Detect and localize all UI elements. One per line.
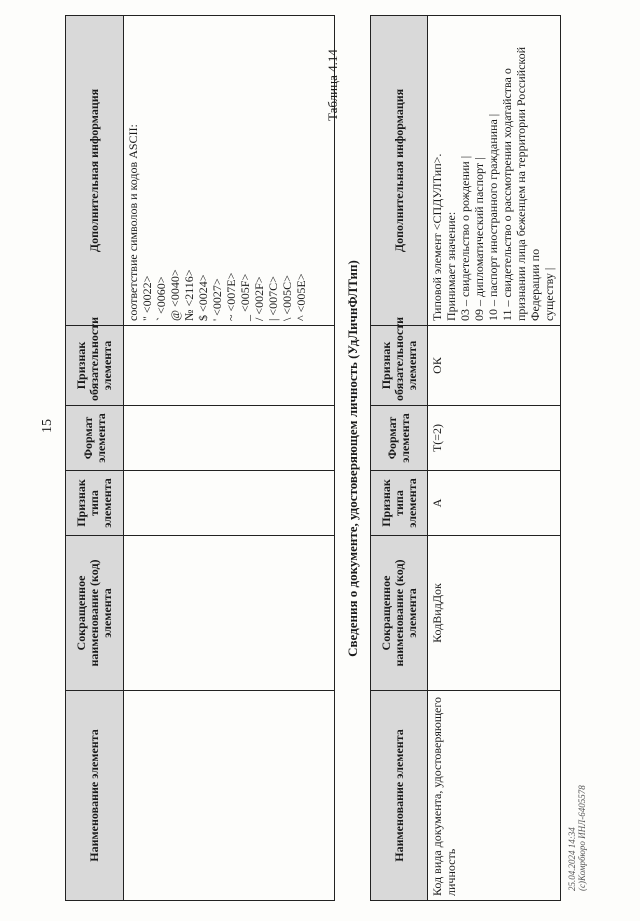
table-continuation bbox=[65, 15, 335, 901]
header-short-name: Сокращенное наименование (код) элемента bbox=[66, 536, 124, 691]
cell-empty bbox=[124, 326, 335, 406]
cell-empty bbox=[124, 471, 335, 536]
header-format: Формат элемента bbox=[66, 406, 124, 471]
header-short-name: Сокращенное наименование (код) элемента bbox=[371, 536, 428, 691]
header-additional-info: Дополнительная информация bbox=[66, 16, 124, 326]
print-stamp: 25.04.2024 14:34 (c)Комрбюро ИНЛ-6405578 bbox=[567, 785, 587, 891]
table-row bbox=[124, 16, 335, 901]
header-required: Признак обязательности элемента bbox=[66, 326, 124, 406]
cell-empty bbox=[124, 691, 335, 901]
header-format: Формат элемента bbox=[371, 406, 428, 471]
cell-empty bbox=[124, 406, 335, 471]
cell-type: А bbox=[428, 471, 561, 536]
header-required: Признак обязательности элемента bbox=[371, 326, 428, 406]
table-identity-document bbox=[370, 15, 561, 901]
cell-empty bbox=[124, 536, 335, 691]
page-number: 15 bbox=[40, 419, 55, 433]
cell-element-name: Код вида документа, удостоверяющего личность bbox=[428, 691, 561, 901]
header-type: Признак типа элемента bbox=[371, 471, 428, 536]
table-row bbox=[428, 16, 561, 901]
cell-additional-info: Типовой элемент <СПДУЛТип>. Принимает значение: 03 – свидетельство о рождении | 09 – дипломатический паспорт | 10 – паспорт иностранного гражданина | 11 – свидетельство о рассмотрении ходатайства о признании лица беженцем на территории Российской Федерации по существу | bbox=[428, 16, 561, 326]
header-element-name: Наименование элемента bbox=[371, 691, 428, 901]
cell-required: ОК bbox=[428, 326, 561, 406]
table-title: Сведения о документе, удостоверяющем личность (УдЛичнФЛТип) bbox=[345, 260, 360, 657]
cell-short-name: КодВидДок bbox=[428, 536, 561, 691]
header-additional-info: Дополнительная информация bbox=[371, 16, 428, 326]
cell-format: Т(=2) bbox=[428, 406, 561, 471]
table-number: Таблица 4.14 bbox=[325, 49, 340, 121]
ascii-codes-cell: соответствие символов и кодов ASCII: " <0022> ` <0060> @ <0040> № <2116> $ <0024> ' <0027> ~ <007E> _ <005F> / <002F> | <007C> \ <005C> ^ <005E> bbox=[124, 16, 335, 326]
header-element-name: Наименование элемента bbox=[66, 691, 124, 901]
header-type: Признак типа элемента bbox=[66, 471, 124, 536]
